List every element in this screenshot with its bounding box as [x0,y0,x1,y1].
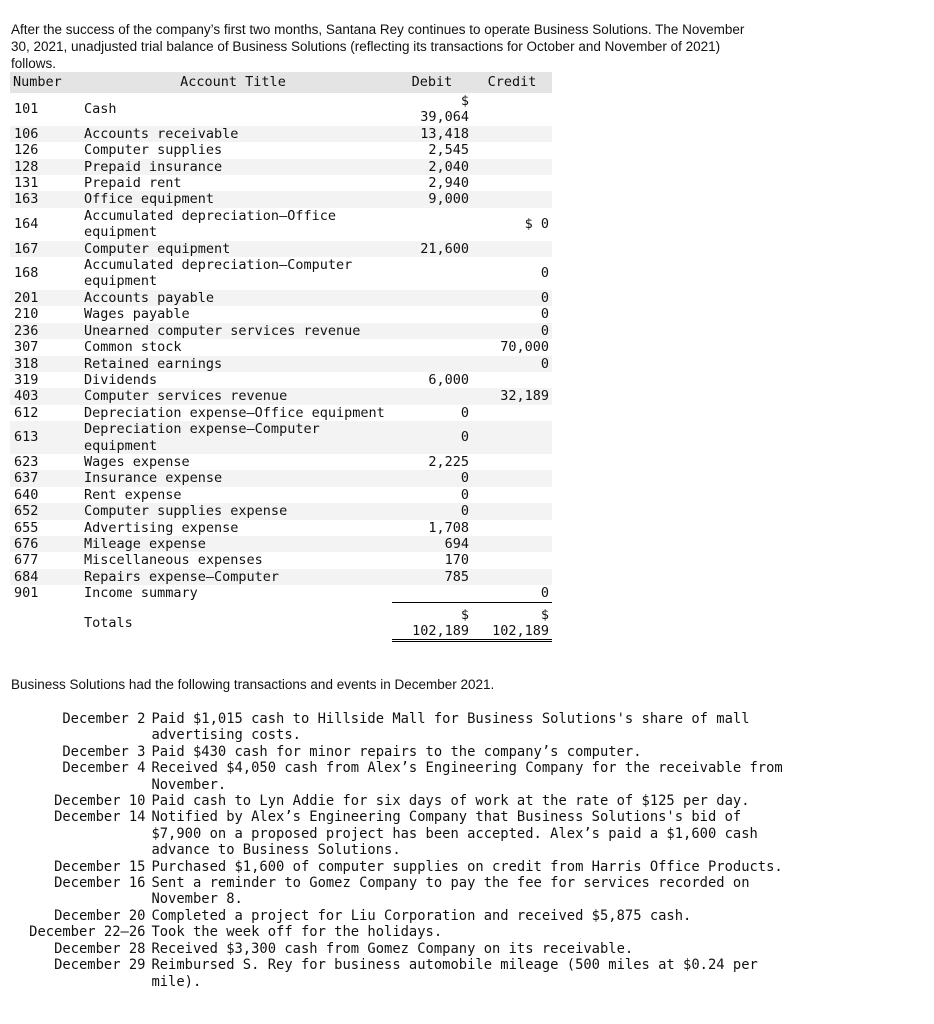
event-description: Sent a reminder to Gomez Company to pay the fee for services recorded on November 8. [151,875,750,908]
table-row [10,290,552,306]
credit-amount: 0 [472,356,552,372]
debit-amount: 2,940 [428,175,469,192]
account-number: 101 [14,101,39,118]
credit-amount [472,405,552,421]
debit-amount [392,339,472,355]
list-item [8,859,798,875]
debit-amount [392,290,472,306]
event-description: Paid cash to Lyn Addie for six days of work at the rate of $125 per day. [151,793,750,810]
table-row [10,503,552,519]
account-number: 640 [14,486,39,503]
debit-amount: 6,000 [428,371,469,388]
debit-amount [392,585,472,602]
account-number: 164 [14,216,39,233]
list-item [8,760,798,793]
event-date: December 28 [54,940,146,957]
account-number: 677 [14,552,39,569]
events-title: Business Solutions had the following transactions and events in December 2021. [11,677,495,692]
account-number: 236 [10,323,74,339]
account-number: 901 [14,585,39,602]
credit-amount [472,159,552,175]
event-date: December 22–26 [29,924,146,941]
debit-amount: 0 [392,421,472,454]
table-row [10,487,552,503]
debit-amount [392,257,472,290]
table-row [10,306,552,322]
account-title: Rent expense [84,486,182,503]
december-events-list [8,711,798,990]
account-title: Cash [84,101,117,118]
account-title: Insurance expense [74,470,392,486]
credit-amount [472,142,552,158]
account-number: 167 [10,241,74,257]
trial-balance-table [10,72,552,642]
account-title: Depreciation expense—Computer equipment [74,421,392,454]
credit-amount [472,421,552,454]
debit-amount: 0 [392,470,472,486]
account-number: 201 [10,290,74,306]
credit-amount [472,536,552,552]
account-number: 652 [10,503,74,519]
table-row [10,191,552,207]
account-title: Accounts payable [74,290,392,306]
list-item [8,744,798,760]
account-title: Accumulated depreciation—Computer equipment [84,257,353,290]
account-title: Miscellaneous expenses [84,552,263,569]
header-debit: Debit [392,72,472,93]
credit-amount: $ 0 [524,216,549,233]
account-title: Office equipment [74,191,392,207]
list-item [8,809,798,858]
table-row [10,536,552,552]
credit-amount [472,175,552,191]
table-row [10,585,552,602]
table-row [10,421,552,454]
account-number: 106 [10,126,74,142]
account-title: Computer services revenue [74,388,392,404]
account-title: Prepaid insurance [74,159,392,175]
credit-amount [472,126,552,142]
table-row [10,142,552,158]
debit-amount [392,208,472,241]
account-number: 684 [10,569,74,585]
credit-amount [472,372,552,388]
account-title: Income summary [84,585,198,602]
account-number: 128 [10,159,74,175]
table-row [10,454,552,470]
event-description: Took the week off for the holidays. [151,924,443,941]
debit-amount: 2,225 [428,453,469,470]
table-row [10,372,552,388]
credit-amount [472,569,552,585]
account-number: 676 [10,536,74,552]
debit-amount [392,388,472,404]
intro-paragraph: After the success of the company’s first two months, Santana Rey continues to operate Business Solutions. The November 30, 2021, unadjusted trial balance of Business Solutions (reflecting its transactions for October and November of 2021) follows. [11,21,745,71]
event-date: December 29 [54,957,146,974]
event-description: Received $4,050 cash from Alex’s Engineering Company for the receivable from November. [151,760,783,793]
debit-amount: 13,418 [392,126,472,142]
table-row [10,93,552,126]
table-row [10,208,552,241]
credit-amount [472,470,552,486]
account-number: 637 [10,470,74,486]
event-date: December 14 [54,809,146,826]
account-title: Common stock [84,339,182,356]
table-row [10,257,552,290]
debit-amount [392,356,472,372]
account-number: 613 [10,421,74,454]
table-header-row [10,72,552,93]
debit-amount: 785 [392,569,472,585]
header-credit: Credit [472,72,552,93]
table-row [10,175,552,191]
account-title: Computer equipment [74,241,392,257]
table-row [10,405,552,421]
debit-amount: 0 [460,404,469,421]
account-number: 126 [14,142,39,159]
credit-amount [472,93,552,126]
account-number: 168 [14,265,39,282]
account-title: Computer supplies expense [74,503,392,519]
table-row [10,552,552,568]
event-description: Paid $430 cash for minor repairs to the company’s computer. [151,743,642,760]
debit-amount: 21,600 [392,241,472,257]
totals-label: Totals [84,615,133,632]
account-title: Wages expense [84,453,190,470]
credit-amount [472,487,552,503]
debit-amount: 0 [392,503,472,519]
event-date: December 4 [62,760,146,777]
table-row [10,339,552,355]
account-title: Mileage expense [74,536,392,552]
credit-amount [472,241,552,257]
credit-amount [472,520,552,536]
account-number: 319 [14,371,39,388]
credit-amount [472,552,552,568]
credit-amount: 0 [540,306,549,323]
trial-balance-body [10,93,552,602]
account-title: Prepaid rent [84,175,182,192]
list-item [8,793,798,809]
table-row [10,520,552,536]
event-date: December 20 [54,907,146,924]
event-description: Purchased $1,600 of computer supplies on credit from Harris Office Products. [151,858,783,875]
account-title: Unearned computer services revenue [74,323,392,339]
credit-amount [472,503,552,519]
account-title: Advertising expense [84,519,239,536]
event-date: December 3 [62,743,146,760]
totals-credit: $ 102,189 [472,602,552,641]
event-date: December 10 [54,793,146,810]
account-title: Wages payable [84,306,190,323]
account-number: 307 [14,339,39,356]
credit-amount [472,454,552,470]
list-item [8,957,798,990]
event-description: Reimbursed S. Rey for business automobile mileage (500 miles at $0.24 per mile). [151,957,758,990]
account-number: 131 [14,175,39,192]
debit-amount [392,306,472,322]
debit-amount: 1,708 [428,519,469,536]
table-row [10,569,552,585]
totals-row [10,602,552,641]
header-number: Number [10,72,74,93]
credit-amount: 0 [472,323,552,339]
account-number: 318 [10,356,74,372]
table-row [10,388,552,404]
credit-amount [472,191,552,207]
header-account-title: Account Title [74,72,392,93]
account-title: Accounts receivable [74,126,392,142]
account-title: Accumulated depreciation—Office equipment [84,207,336,241]
event-description: Paid $1,015 cash to Hillside Mall for Business Solutions's share of mall advertising costs. [151,711,750,744]
table-row [10,470,552,486]
account-number: 612 [14,404,39,421]
credit-amount: 0 [472,290,552,306]
debit-amount: $ 39,064 [420,93,469,126]
list-item [8,924,798,940]
list-item [8,711,798,744]
debit-amount: 0 [460,486,469,503]
account-title: Retained earnings [74,356,392,372]
credit-amount: 32,189 [472,388,552,404]
event-date: December 2 [62,711,146,727]
list-item [8,908,798,924]
event-date: December 16 [54,875,146,892]
debit-amount: 170 [444,552,469,569]
debit-amount: 2,040 [392,159,472,175]
table-row [10,323,552,339]
credit-amount: 0 [540,265,549,282]
account-number: 655 [14,519,39,536]
event-description: Received $3,300 cash from Gomez Company on its receivable. [151,940,634,957]
account-title: Dividends [84,371,158,388]
event-date: December 15 [54,858,146,875]
account-number: 403 [10,388,74,404]
debit-amount [392,323,472,339]
account-number: 210 [14,306,39,323]
event-description: Notified by Alex’s Engineering Company that Business Solutions's bid of $7,900 on a proposed project has been accepted. Alex’s paid a $1,600 cash advance to Business Solutions. [151,809,758,859]
list-item [8,941,798,957]
totals-debit: $ 102,189 [392,602,472,641]
credit-amount: 70,000 [500,339,549,356]
list-item [8,875,798,908]
event-description: Completed a project for Liu Corporation and received $5,875 cash. [151,907,692,924]
account-title: Computer supplies [84,142,223,159]
account-title: Depreciation expense—Office equipment [84,404,385,421]
debit-amount: 9,000 [392,191,472,207]
table-row [10,241,552,257]
debit-amount: 694 [392,536,472,552]
account-number: 623 [14,453,39,470]
table-row [10,159,552,175]
table-row [10,126,552,142]
credit-amount: 0 [472,585,552,602]
account-title: Repairs expense—Computer [74,569,392,585]
debit-amount: 2,545 [428,142,469,159]
table-row [10,356,552,372]
account-number: 163 [10,191,74,207]
